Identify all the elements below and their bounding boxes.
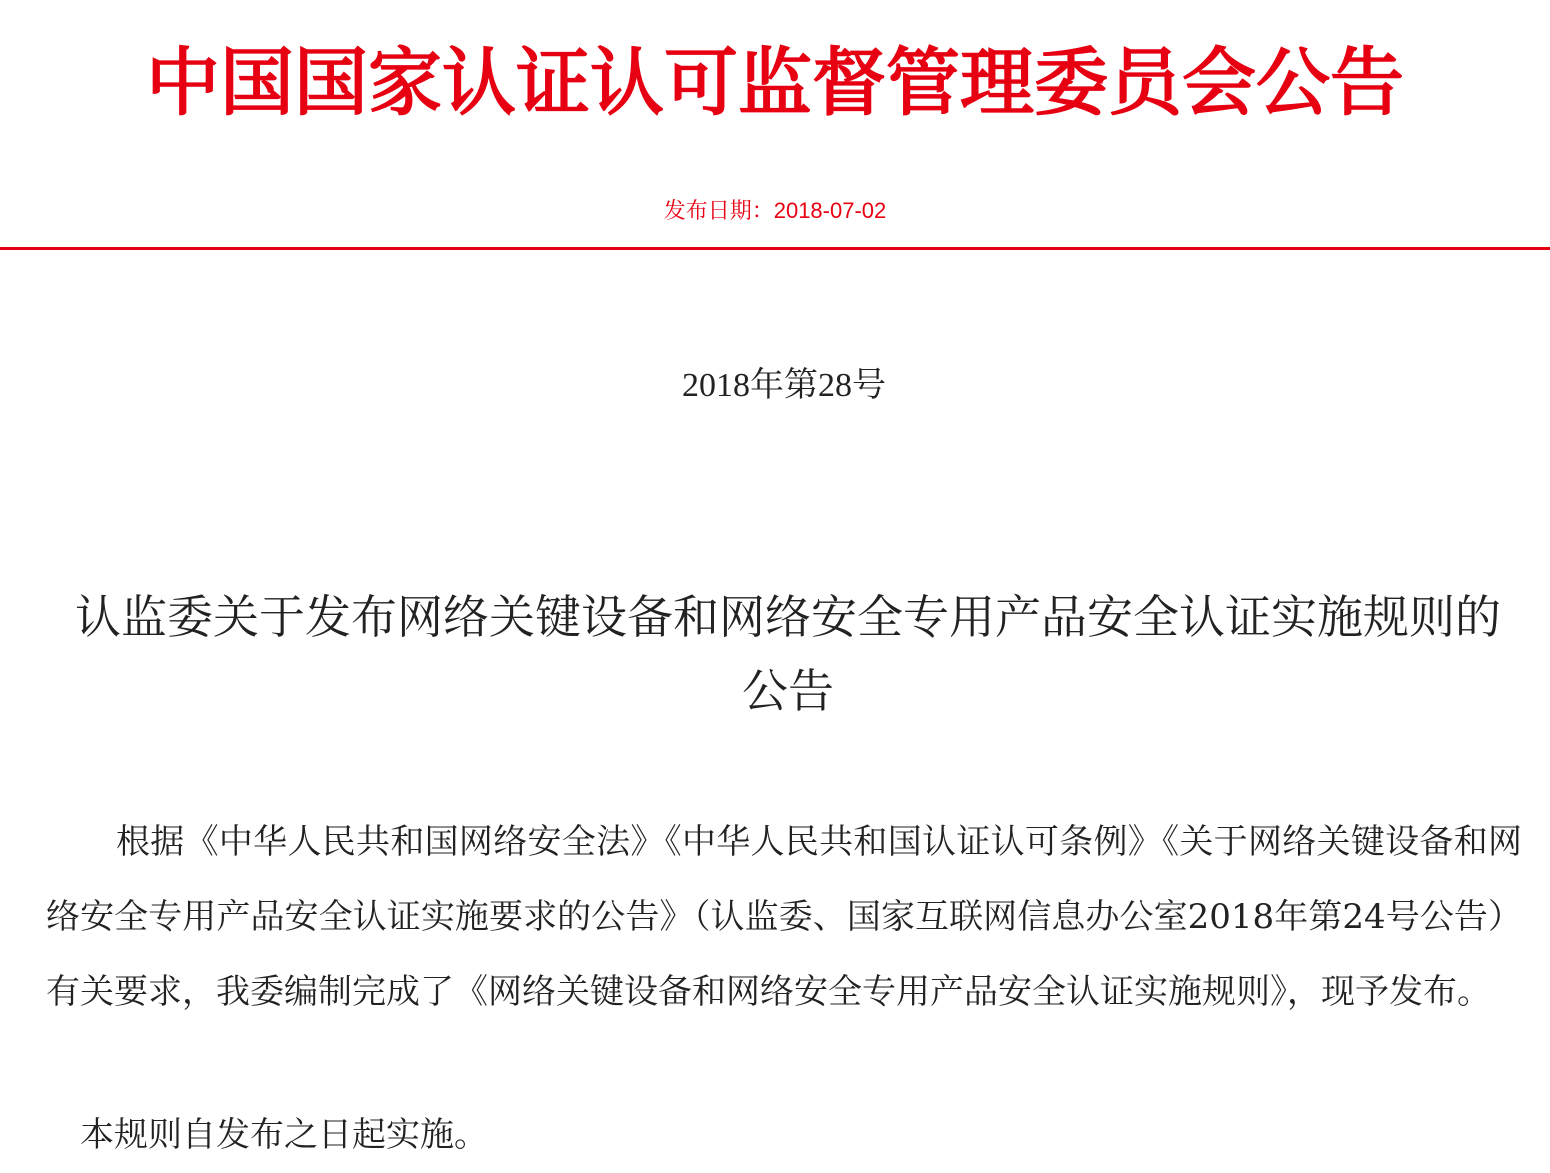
body-paragraph-2: 本规则自发布之日起实施。	[80, 1115, 488, 1155]
header-divider	[0, 247, 1550, 250]
masthead-title: 中国国家认证认可监督管理委员会公告	[146, 40, 1404, 126]
document-number: 2018年第28号	[682, 367, 886, 404]
publish-date: 发布日期：2018-07-02	[663, 198, 887, 223]
body-paragraph-1: 根据《中华人民共和国网络安全法》《中华人民共和国认证认可条例》《关于网络关键设备和网络安全专用产品安全认证实施要求的公告》（认监委、国家互联网信息办公室2018年第24号公告）有关要求，我委编制完成了《网络关键设备和网络安全专用产品安全认证实施规则》，现予发布。	[46, 822, 1522, 1012]
document-title: 认监委关于发布网络关键设备和网络安全专用产品安全认证实施规则的公告	[75, 590, 1501, 718]
